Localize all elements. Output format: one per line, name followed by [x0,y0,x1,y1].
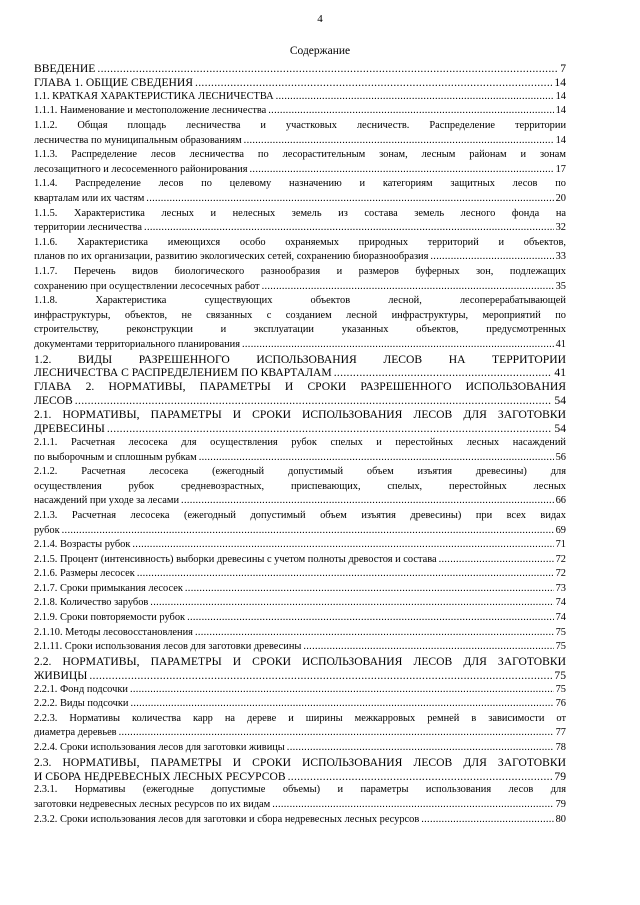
toc-entry-text-line: строительству, реконструкции и эксплуатации указанных объектов, предусмотренных [34,324,566,336]
toc-entry-page: 7 [560,62,566,75]
toc-entry-title: сохранению при осуществлении лесосечных работ [34,280,260,292]
toc-entry-page: 69 [555,524,566,536]
toc-entry-title: лесозащитного и лесосеменного районирования [34,163,248,175]
toc-entry[interactable] [34,756,566,784]
toc-entry-title: 1.1.1. Наименование и местоположение лесничества [34,105,267,117]
dot-leader [303,640,553,655]
toc-entry[interactable] [34,712,566,741]
dot-leader [89,669,552,683]
toc-entry[interactable] [34,553,566,568]
toc-entry-title: 2.1.7. Сроки примыкания лесосек [34,582,183,594]
dot-leader [195,76,552,90]
toc-entry-page: 54 [554,394,566,408]
dot-leader [199,451,554,466]
toc-entry-title: 2.1.6. Размеры лесосек [34,568,135,580]
toc-entry-text-line: 2.3.1. Нормативы (ежегодные допустимые объемы) и параметры использования лесов для [34,784,566,796]
toc-entry-page: 72 [555,553,566,565]
toc-entry[interactable] [34,683,566,698]
toc-entry[interactable] [34,567,566,582]
toc-entry[interactable] [34,62,566,76]
toc-entry-text-line: инфраструктуры, объектов, не связанных с созданием лесной инфраструктуры, мероприятий по [34,309,566,321]
toc-entry-title: 2.1.4. Возрасты рубок [34,539,131,551]
dot-leader [288,770,553,784]
toc-entry-page: 17 [555,163,566,175]
toc-entry-page: 80 [555,813,566,825]
toc-entry[interactable] [34,596,566,611]
toc-entry-title: кварталам или их частям [34,192,145,204]
dot-leader [195,626,554,641]
toc-entry-page: 20 [555,192,566,204]
dot-leader [250,163,554,178]
toc-entry-page: 54 [554,422,566,436]
toc-entry-text-line: 2.3. НОРМАТИВЫ, ПАРАМЕТРЫ И СРОКИ ИСПОЛЬЗОВАНИЯ ЛЕСОВ ДЛЯ ЗАГОТОВКИ [34,755,566,769]
toc-entry-title: 2.2.2. Виды подсочки [34,698,129,710]
toc-entry-title: ЛЕСОВ [34,394,73,408]
toc-entry[interactable] [34,436,566,465]
toc-entry-text-line: 1.1.3. Распределение лесов лесничества по лесорастительным зонам, лесным районам и зонам [34,149,566,161]
toc-entry-page: 75 [554,668,566,682]
toc-entry-text-line: 2.2. НОРМАТИВЫ, ПАРАМЕТРЫ И СРОКИ ИСПОЛЬЗОВАНИЯ ЛЕСОВ ДЛЯ ЗАГОТОВКИ [34,654,566,668]
dot-leader [272,798,553,813]
dot-leader [439,553,554,568]
toc-entry-text-line: ГЛАВА 2. НОРМАТИВЫ, ПАРАМЕТРЫ И СРОКИ РАЗРЕШЕННОГО ИСПОЛЬЗОВАНИЯ [34,380,566,394]
toc-entry-text-line: 2.1.1. Расчетная лесосека для осуществления рубок спелых и перестойных лесных насаждений [34,436,566,448]
toc-entry-page: 32 [555,222,566,234]
toc-entry-page: 74 [555,597,566,609]
toc-entry-text-line: 1.2. ВИДЫ РАЗРЕШЕННОГО ИСПОЛЬЗОВАНИЯ ЛЕСОВ НА ТЕРРИТОРИИ [34,352,566,366]
toc-entry[interactable] [34,465,566,509]
toc-entry-page: 33 [555,251,566,263]
toc-entry-text-line: 1.1.5. Характеристика лесных и нелесных земель из состава земель лесного фонда на [34,207,566,219]
toc-entry-title: ЛЕСНИЧЕСТВА С РАСПРЕДЕЛЕНИЕМ ПО КВАРТАЛАМ [34,366,332,380]
toc-entry-title: 2.1.9. Сроки повторяемости рубок [34,612,186,624]
toc-entry[interactable] [34,90,566,105]
toc-entry-title: 2.3.2. Сроки использования лесов для заготовки и сбора недревесных лесных ресурсов [34,813,420,825]
toc-entry[interactable] [34,408,566,436]
toc-entry-title: ДРЕВЕСИНЫ [34,422,105,436]
toc-entry-page: 79 [555,799,566,811]
toc-entry-page: 14 [555,105,566,117]
toc-entry[interactable] [34,353,566,381]
toc-entry[interactable] [34,582,566,597]
toc-entry-title: территории лесничества [34,222,143,234]
toc-entry-text-line: 1.1.6. Характеристика имеющихся особо охраняемых природных территорий и объектов, [34,236,566,248]
toc-entry-page: 74 [555,612,566,624]
dot-leader [268,104,553,119]
toc-entry-page: 14 [555,90,566,102]
toc-entry-page: 72 [555,568,566,580]
dot-leader [244,134,554,149]
toc-entry-title: 2.1.5. Процент (интенсивность) выборки древесины с учетом полноты древостоя и состава [34,553,437,565]
table-of-contents [34,62,566,827]
dot-leader [107,422,553,436]
toc-entry-text-line: 2.1.2. Расчетная лесосека (ежегодный допустимый объем изъятия древесины) для [34,466,566,478]
toc-entry-page: 75 [555,626,566,638]
toc-entry-title: ВВЕДЕНИЕ [34,62,96,75]
toc-entry-text-line: 2.1. НОРМАТИВЫ, ПАРАМЕТРЫ И СРОКИ ИСПОЛЬЗОВАНИЯ ЛЕСОВ ДЛЯ ЗАГОТОВКИ [34,408,566,422]
toc-entry-page: 78 [555,742,566,754]
toc-entry[interactable] [34,177,566,206]
toc-entry-title: документами территориального планирования [34,338,240,350]
dot-leader [146,192,553,207]
dot-leader [334,366,553,380]
dot-leader [262,280,554,295]
toc-entry[interactable] [34,76,566,90]
toc-entry-title: планов по их организации, развитию экологических сетей, сохранению биоразнообразия [34,251,429,263]
toc-entry-title: лесничества по муниципальным образованиям [34,134,242,146]
toc-entry-title: 2.2.4. Сроки использования лесов для заготовки живицы [34,742,285,754]
toc-entry[interactable] [34,741,566,756]
toc-entry-title: И СБОРА НЕДРЕВЕСНЫХ ЛЕСНЫХ РЕСУРСОВ [34,769,286,783]
toc-entry-page: 75 [555,683,566,695]
toc-entry-title: заготовки недревесных лесных ресурсов по их видам [34,799,271,811]
dot-leader [181,494,554,509]
toc-entry-text-line: осуществления рубок средневозрастных, приспевающих, спелых, перестойных лесных [34,480,566,492]
toc-entry[interactable] [34,148,566,177]
toc-entry[interactable] [34,265,566,294]
toc-entry[interactable] [34,640,566,655]
dot-leader [75,394,553,408]
toc-entry[interactable] [34,538,566,553]
toc-entry-page: 56 [555,451,566,463]
toc-entry-text-line: 1.1.7. Перечень видов биологического разнообразия и размеров буферных зон, подлежащих [34,265,566,277]
toc-entry-page: 14 [554,75,566,89]
toc-entry-page: 79 [554,769,566,783]
toc-entry-page: 71 [555,539,566,551]
toc-entry[interactable] [34,509,566,538]
toc-entry-page: 66 [555,495,566,507]
toc-entry-text-line: 1.1.2. Общая площадь лесничества и участковых лесничеств. Распределение территории [34,120,566,131]
toc-entry-title: насаждений при уходе за лесами [34,495,180,507]
toc-entry-text-line: 1.1.8. Характеристика существующих объектов лесной, лесоперерабатывающей [34,295,566,307]
toc-entry[interactable] [34,813,566,828]
toc-entry[interactable] [34,655,566,683]
toc-entry[interactable] [34,611,566,626]
dot-leader [150,596,553,611]
toc-entry-title: 2.1.11. Сроки использования лесов для заготовки древесины [34,641,302,653]
dot-leader [130,683,554,698]
toc-entry[interactable] [34,697,566,712]
toc-entry-page: 77 [555,727,566,739]
dot-leader [97,62,558,76]
toc-entry-title: 1.1. КРАТКАЯ ХАРАКТЕРИСТИКА ЛЕСНИЧЕСТВА [34,90,274,102]
toc-entry-page: 14 [555,134,566,146]
dot-leader [185,582,554,597]
toc-entry-page: 75 [555,641,566,653]
dot-leader [62,524,554,539]
toc-entry[interactable] [34,104,566,119]
toc-entry-text-line: 1.1.4. Распределение лесов по целевому назначению и категориям защитных лесов по [34,178,566,190]
toc-entry[interactable] [34,783,566,812]
toc-entry-title: ГЛАВА 1. ОБЩИЕ СВЕДЕНИЯ [34,75,194,89]
dot-leader [137,567,554,582]
toc-entry-title: 2.1.10. Методы лесовосстановления [34,626,193,638]
toc-entry-title: 2.2.1. Фонд подсочки [34,683,128,695]
toc-entry-text-line: 2.2.3. Нормативы количества карр на дереве и ширины межкарровых ремней в зависимости от [34,712,566,724]
toc-entry-page: 41 [554,366,566,380]
page-number: 4 [317,13,323,25]
toc-entry[interactable] [34,380,566,408]
toc-entry[interactable] [34,207,566,236]
dot-leader [242,338,554,353]
toc-entry-page: 76 [555,698,566,710]
toc-entry[interactable] [34,236,566,265]
toc-entry-title: ЖИВИЦЫ [34,668,88,682]
toc-entry-title: по выборочным и сплошным рубкам [34,451,197,463]
toc-entry-title: 2.1.8. Количество зарубов [34,597,149,609]
dot-leader [144,221,554,236]
toc-entry-text-line: 2.1.3. Расчетная лесосека (ежегодный допустимый объем изъятия древесины) при всех видах [34,509,566,521]
toc-entry[interactable] [34,626,566,641]
dot-leader [187,611,554,626]
toc-entry-page: 73 [555,582,566,594]
dot-leader [287,741,554,756]
dot-leader [276,90,554,105]
dot-leader [421,813,553,828]
toc-entry-title: рубок [34,524,60,536]
dot-leader [130,697,553,712]
toc-entry[interactable] [34,294,566,352]
dot-leader [132,538,553,553]
dot-leader [119,726,554,741]
dot-leader [430,250,553,265]
toc-title: Содержание [289,45,351,57]
toc-entry[interactable] [34,119,566,148]
toc-entry-title: диаметра деревьев [34,727,117,739]
toc-entry-page: 35 [555,280,566,292]
toc-entry-page: 41 [555,338,566,350]
